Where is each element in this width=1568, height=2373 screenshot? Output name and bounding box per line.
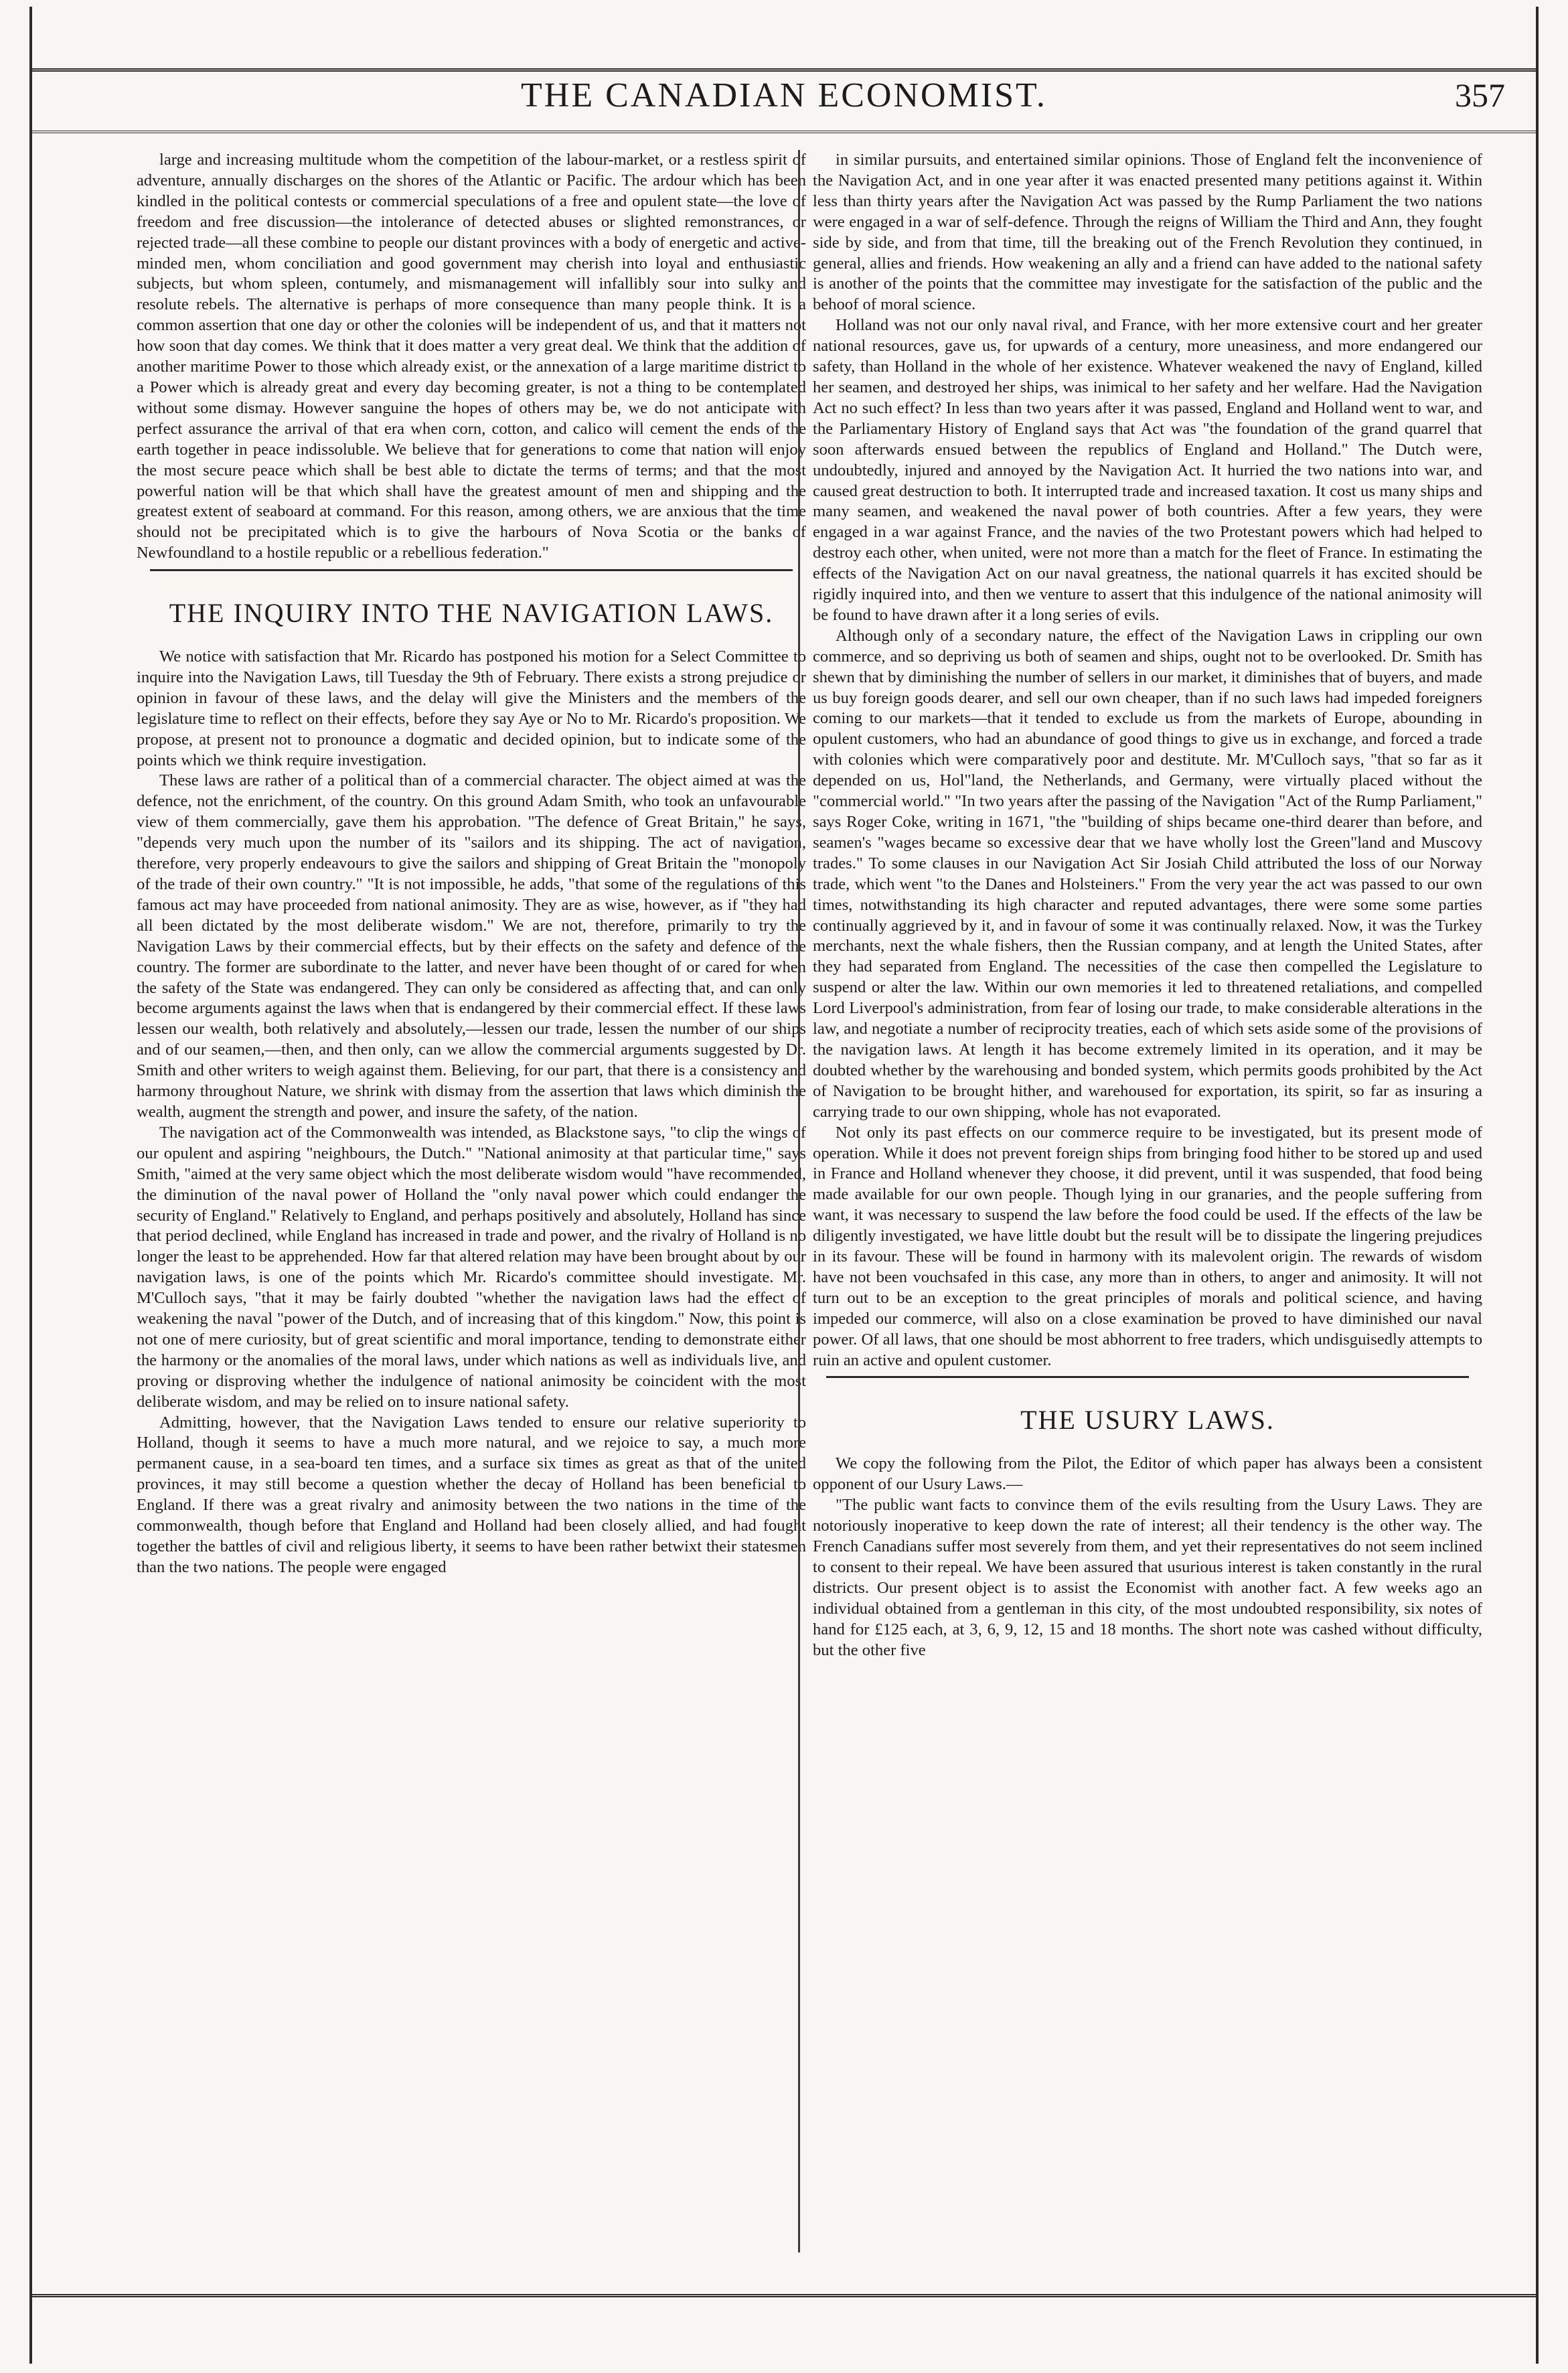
column-divider xyxy=(798,150,800,2252)
right-paragraph-4: Not only its past effects on our commerce require to be investigated, but its present mode of operation. While it does not prevent foreign ships from bringing food hither to be stored up and used in France and Holland whenever they choose, it did prevent, until it was suspended, that food being made available for our own people. Though lying in our granaries, and the people suffering from want, it was necessary to suspend the law before the food could be used. If the effects of the law be diligently investigated, we have little doubt but the result will be to dissipate the lingering prejudices in its favour. These will be found in harmony with its malevolent origin. The rewards of wisdom have not been vouchsafed in this case, any more than in others, to anger and animosity. It will not turn out to be an exception to the great principles of morals and political science, and having impeded our commerce, will also on a close examination be proved to have diminished our naval power. Of all laws, that one should be most abhorrent to free traders, which undisguisedly attempts to ruin an active and opulent customer. xyxy=(813,1123,1482,1369)
navigation-paragraph-4: Admitting, however, that the Navigation Laws tended to ensure our relative superiority to Holland, though it seems to have a much more natural, and we rejoice to say, a much more permanent cause, in a sea-board ten times, and a surface six times as great as that of the united provinces, it may still become a question whether the decay of Holland has been beneficial to England. If there was a great rivalry and animosity between the two nations in the time of the commonwealth, though before that England and Holland had been closely allied, and had fought together the battles of civil and religious liberty, it seems to have been rather betwixt their statesmen than the two nations. The people were engaged xyxy=(137,1413,806,1576)
right-paragraph-2: Holland was not our only naval rival, and France, with her more extensive court and her greater national resources, gave us, for upwards of a century, more uneasiness, and more endangered our safety, than Holland in the whole of her existence. Whatever weakened the navy of England, killed her seamen, and destroyed her ships, was inimical to her safety and her welfare. Had the Navigation Act no such effect? In less than two years after it was passed, England and Holland went to war, and the Parliamentary History of England says that Act was "the foundation of the grand quarrel that soon afterwards ensued between the republics of England and Holland." The Dutch were, undoubtedly, injured and annoyed by the Navigation Act. It hurried the two nations into war, and caused great destruction to both. It interrupted trade and increased taxation. It cost us many ships and many seamen, and weakened the naval power of both countries. After a few years, they were engaged in a war against France, and the navies of the two Protestant powers which had helped to destroy each other, when united, were not more than a match for the fleet of France. In estimating the effects of the Navigation Act on our naval greatness, the national quarrels it has excited should be rigidly inquired into, and then we venture to assert that this indulgence of the national animosity will be found to have drawn after it a long series of evils. xyxy=(813,316,1482,624)
newspaper-page xyxy=(29,7,1539,2364)
navigation-laws-heading: THE INQUIRY INTO THE NAVIGATION LAWS. xyxy=(169,598,774,629)
navigation-paragraph-1: We notice with satisfaction that Mr. Ricardo has postponed his motion for a Select Committee to inquire into the Navigation Laws, till Tuesday the 9th of February. There exists a strong prejudice or opinion in favour of these laws, and the delay will give the Ministers and the members of the legislature time to reflect on their effects, before they say Aye or No to Mr. Ricardo's proposition. We propose, at present not to pronounce a dogmatic and decided opinion, but to indicate some of the points which we think require investigation. xyxy=(137,647,806,769)
navigation-paragraph-3: The navigation act of the Commonwealth was intended, as Blackstone says, "to clip the wings of our opulent and aspiring "neighbours, the Dutch." "National animosity at that particular time," says Smith, "aimed at the very same object which the most deliberate wisdom would "have recommended, the diminution of the naval power of Holland the "only naval power which could endanger the security of England." Relatively to England, and perhaps positively and absolutely, Holland has since that period declined, while England has increased in trade and power, and the rivalry of Holland is no longer the least to be apprehended. How far that altered relation may have been brought about by our navigation laws, is one of the points which Mr. Ricardo's committee should investigate. Mr. M'Culloch says, "that it may be fairly doubted "whether the navigation laws had the effect of weakening the naval "power of the Dutch, and of increasing that of this kingdom." Now, this point is not one of mere curiosity, but of great scientific and moral importance, tending to demonstrate either the harmony or the anomalies of the moral laws, under which nations as well as individuals live, and proving or disproving whether the indulgence of national animosity be coincident with the most deliberate wisdom, and may be relied on to insure national safety. xyxy=(137,1123,806,1411)
left-column xyxy=(137,150,806,1578)
footer-rule xyxy=(32,2294,1536,2297)
publication-title: THE CANADIAN ECONOMIST. xyxy=(521,76,1047,114)
right-paragraph-3: Although only of a secondary nature, the effect of the Navigation Laws in crippling our own commerce, and so depriving us both of seamen and ships, ought not to be overlooked. Dr. Smith has shewn that by diminishing the number of sellers in our market, it diminishes that of buyers, and made us buy foreign goods dearer, and sell our own cheaper, than if no such laws had impeded foreigners coming to our markets—that it tended to exclude us from the markets of Europe, abounding in opulent customers, who had an abundance of good things to give us in exchange, and forced a trade with colonies which were comparatively poor and destitute. Mr. M'Culloch says, "that so far as it depended on us, Hol"land, the Netherlands, and Germany, were virtually placed without the "commercial world." "In two years after the passing of the Navigation "Act of the Rump Parliament," says Roger Coke, writing in 1671, "the "building of ships became one-third dearer than before, and seamen's "wages became so excessive dear that we have wholly lost the Green"land and Muscovy trades." To some clauses in our Navigation Act Sir Josiah Child attributed the loss of our Norway trade, which went "to the Danes and Holsteiners." From the very year the act was passed to our own times, notwithstanding its high character and reputed advantages, there were some some parties continually aggrieved by it, and in favour of some it was continually relaxed. Now, it was the Turkey merchants, next the whale fishers, then the Russian company, and at length the United States, after they had separated from England. The necessities of the case then compelled the Legislature to suspend or alter the law. Within our own memories it led to threatened retaliations, and compelled Lord Liverpool's administration, from fear of losing our trade, to make considerable alterations in the law, and negotiate a number of reciprocity treaties, each of which sets aside some of the provisions of the navigation laws. At length it has become extremely limited in its operation, and it may be doubted whether by the warehousing and bonded system, which permits goods prohibited by the Act of Navigation to be brought hither, and warehoused for exportation, its spirit, so far as insuring a carrying trade to our own shipping, whole has not evaporated. xyxy=(813,626,1482,1121)
intro-paragraph-1: large and increasing multitude whom the competition of the labour-market, or a restless spirit of adventure, annually discharges on the shores of the Atlantic or Pacific. The ardour which has been kindled in the political contests or commercial speculations of a free and opulent state—the love of freedom and free discussion—the intolerance of detected abuses or slighted remonstrances, or rejected trade—all these combine to people our distant provinces with a body of energetic and active-minded men, whom conciliation and good government may cherish into loyal and enthusiastic subjects, but whom spleen, contumely, and mismanagement will infallibly sour into sulky and resolute rebels. The alternative is perhaps of more consequence than many people think. It is a common assertion that one day or other the colonies will be independent of us, and that it matters not how soon that day comes. We think that it does matter a very great deal. We think that the addition of another maritime Power to those which already exist, or the annexation of a large maritime district to a Power which is already great and every day becoming greater, is not a thing to be contemplated without some dismay. However sanguine the hopes of others may be, we do not anticipate with perfect assurance the arrival of that era when corn, cotton, and calico will cement the ends of the earth together in peace indissoluble. We believe that for generations to come that nation will enjoy the most secure peace which shall be best able to dictate the terms of terms; and that the most powerful nation will be that which shall have the greatest amount of men and shipping and the greatest extent of seaboard at command. For this reason, among others, we are anxious that the time should not be precipitated which is to give the harbours of Nova Scotia or the banks of Newfoundland to a hostile republic or a rebellious federation." xyxy=(137,151,806,562)
navigation-paragraph-2: These laws are rather of a political than of a commercial character. The object aimed at was the defence, not the enrichment, of the country. On this ground Adam Smith, who took an unfavourable view of them commercially, gave them his approbation. "The defence of Great Britain," he says, "depends very much upon the number of its "sailors and its shipping. The act of navigation, therefore, very properly endeavours to give the sailors and shipping of Great Britain the "monopoly of the trade of their own country." "It is not impossible, he adds, "that some of the regulations of this famous act may have proceeded from national animosity. They are as wise, however, as if "they had all been dictated by the most deliberate wisdom." We are not, therefore, primarily to try the Navigation Laws by their commercial effects, but by their effects on the safety and defence of the country. The former are subordinate to the latter, and never have been thought of or cared for when the safety of the State was endangered. They can only be considered as affecting that, and can only become arguments against the laws when that is endangered by their commercial effect. If these laws lessen our wealth, both relatively and absolutely,—lessen our trade, lessen the number of our ships and of our seamen,—then, and then only, can we allow the commercial arguments suggested by Dr. Smith and other writers to weigh against them. Believing, for our part, that there is a consistency and harmony throughout Nature, we shrink with dismay from the assertion that laws which diminish the wealth, augment the strength and power, and insure the safety, of the nation. xyxy=(137,771,806,1121)
usury-paragraph-2: "The public want facts to convince them of the evils resulting from the Usury Laws. They are notoriously inoperative to keep down the rate of interest; all their tendency is the other way. The French Canadians suffer most severely from them, and yet their representatives do not seem inclined to consent to their repeal. We have been assured that usurious interest is taken constantly in the rural districts. Our present object is to assist the Economist with another fact. A few weeks ago an individual obtained from a gentleman in this city, of the most undoubted responsibility, six notes of hand for £125 each, at 3, 6, 9, 12, 15 and 18 months. The short note was cashed without difficulty, but the other five xyxy=(813,1496,1482,1659)
right-paragraph-1: in similar pursuits, and entertained similar opinions. Those of England felt the inconvenience of the Navigation Act, and in one year after it was enacted presented many petitions against it. Within less than thirty years after the Navigation Act was passed by the Rump Parliament the two nations were engaged in a war of self-defence. Through the reigns of William the Third and Ann, they fought side by side, and from that time, till the breaking out of the French Revolution they continued, in general, allies and friends. How weakening an ally and a friend can have added to the national safety is another of the points that the committee may investigate for the satisfaction of the public and the behoof of moral science. xyxy=(813,151,1482,314)
section-rule xyxy=(826,1376,1469,1378)
page-header xyxy=(32,68,1536,133)
section-rule xyxy=(150,569,793,571)
right-column xyxy=(813,150,1482,1661)
usury-laws-heading: THE USURY LAWS. xyxy=(1020,1405,1275,1436)
usury-paragraph-1: We copy the following from the Pilot, the Editor of which paper has always been a consistent opponent of our Usury Laws.— xyxy=(813,1454,1482,1494)
page-number: 357 xyxy=(1455,76,1505,114)
